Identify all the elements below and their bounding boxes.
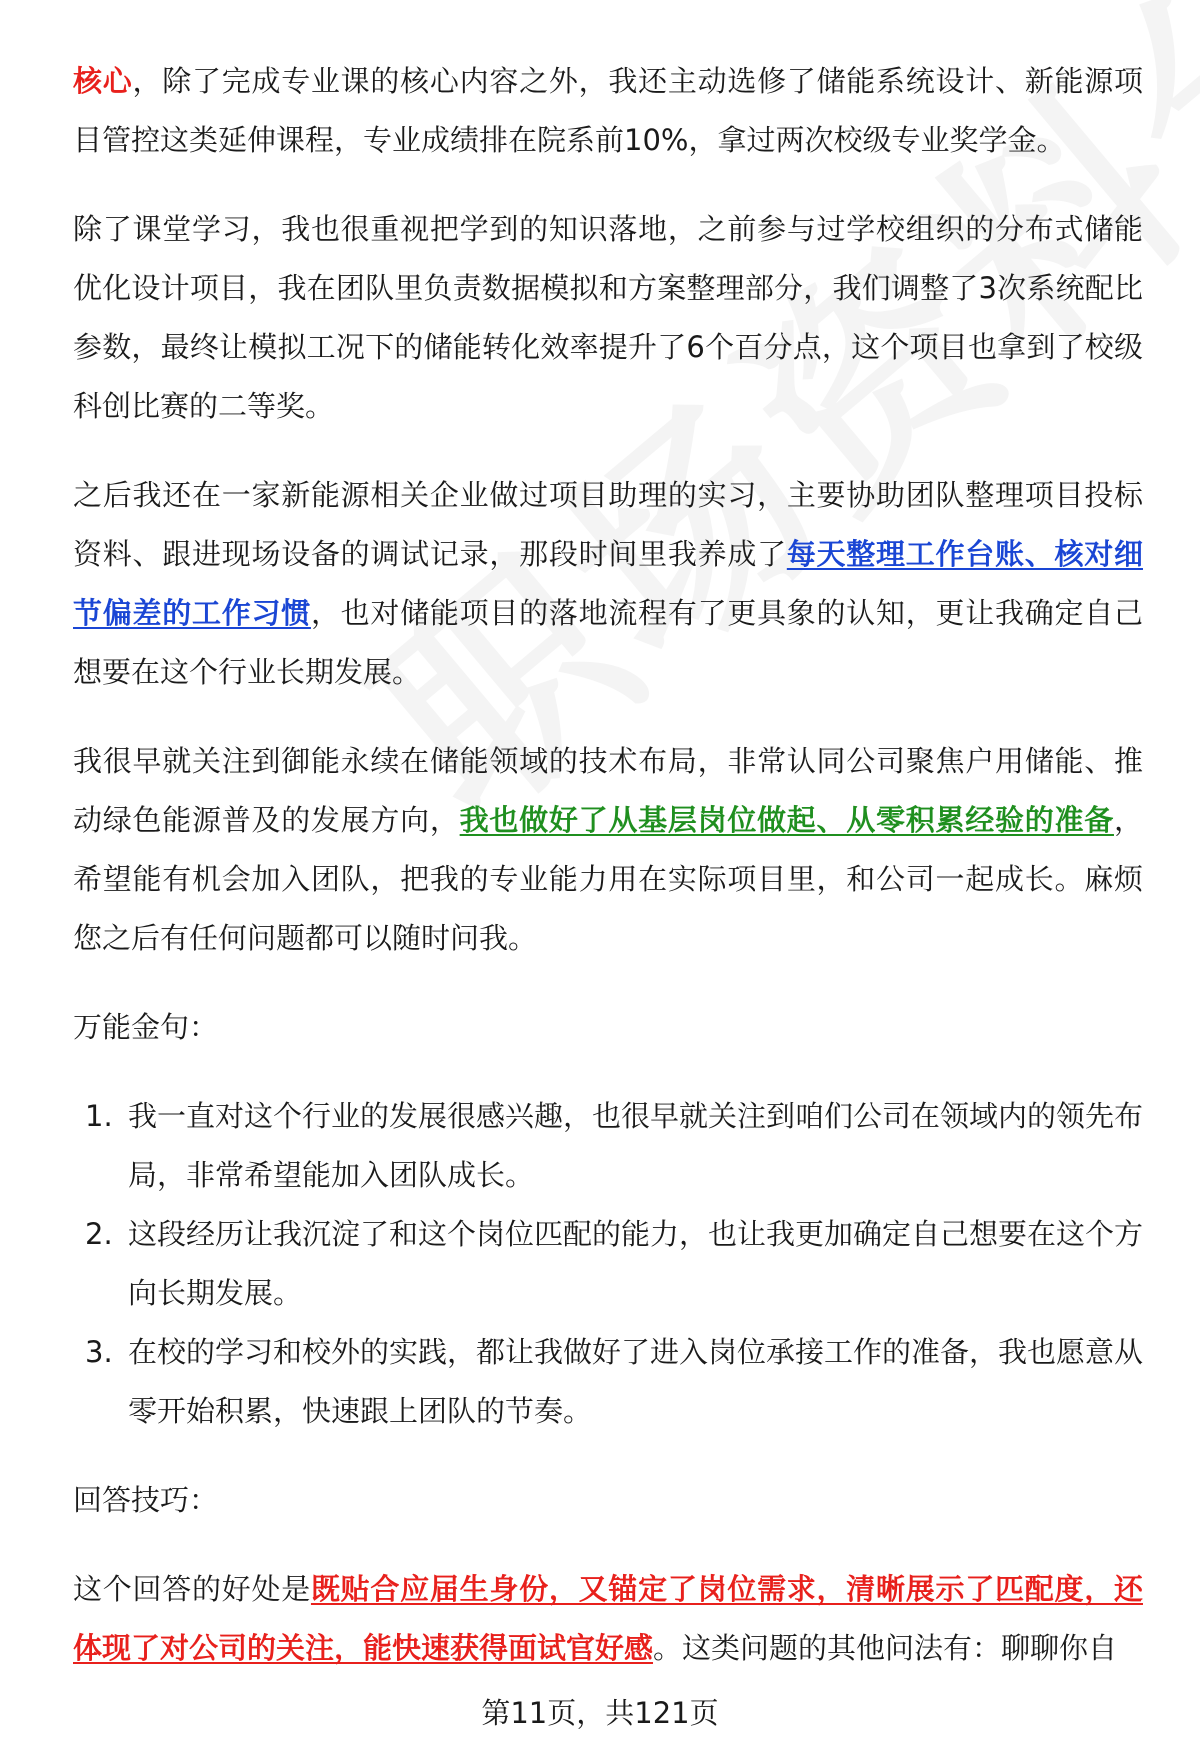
golden-sentences-list bbox=[73, 1087, 1143, 1441]
answer-tips-heading: 回答技巧： bbox=[73, 1483, 219, 1517]
paragraph-text: ，除了完成专业课的核心内容之外，我还主动选修了储能系统设计、新能源项目管控这类延伸课程，专业成绩排在院系前10%，拿过两次校级专业奖学金。 bbox=[73, 64, 1143, 157]
paragraph-text: 这个回答的好处是 bbox=[73, 1572, 311, 1606]
highlight-answer-benefit: 既贴合应届生身份，又锚定了岗位需求，清晰展示了匹配度，还体现了对公司的关注，能快速获得面试官好感 bbox=[73, 1572, 1143, 1665]
list-item-text: 这段经历让我沉淀了和这个岗位匹配的能力，也让我更加确定自己想要在这个方向长期发展。 bbox=[128, 1217, 1144, 1310]
page-number-footer: 第11页，共121页 bbox=[481, 1696, 719, 1730]
paragraph-internship bbox=[73, 466, 1143, 702]
highlight-readiness: 我也做好了从基层岗位做起、从零积累经验的准备 bbox=[459, 803, 1114, 837]
list-item-text: 我一直对这个行业的发展很感兴趣，也很早就关注到咱们公司在领域内的领先布局，非常希望能加入团队成长。 bbox=[128, 1099, 1144, 1192]
highlight-keyword: 核心 bbox=[73, 64, 133, 98]
list-item bbox=[73, 1323, 1143, 1441]
paragraph-project bbox=[73, 200, 1143, 436]
list-number: 2. bbox=[85, 1217, 113, 1251]
highlight-work-habit: 每天整理工作台账、核对细节偏差的工作习惯 bbox=[73, 537, 1143, 630]
paragraph-text: ，也对储能项目的落地流程有了更具象的认知，更让我确定自己想要在这个行业长期发展。 bbox=[73, 596, 1143, 689]
paragraph-text: 我很早就关注到御能永续在储能领域的技术布局，非常认同公司聚焦户用储能、推动绿色能源普及的发展方向， bbox=[73, 744, 1143, 837]
paragraph-text: 除了课堂学习，我也很重视把学到的知识落地，之前参与过学校组织的分布式储能优化设计项目，我在团队里负责数据模拟和方案整理部分，我们调整了3次系统配比参数，最终让模拟工况下的储能转化效率提升了6个百分点，这个项目也拿到了校级科创比赛的二等奖。 bbox=[73, 212, 1143, 423]
document-body bbox=[73, 52, 1143, 1678]
paragraph-tips bbox=[73, 1560, 1143, 1678]
list-number: 1. bbox=[85, 1099, 113, 1133]
paragraph-company-interest bbox=[73, 732, 1143, 968]
paragraph-text: ，希望能有机会加入团队，把我的专业能力用在实际项目里，和公司一起成长。麻烦您之后有任何问题都可以随时问我。 bbox=[73, 803, 1143, 955]
list-item bbox=[73, 1205, 1143, 1323]
golden-sentences-heading: 万能金句： bbox=[73, 1010, 219, 1044]
list-number: 3. bbox=[85, 1335, 113, 1369]
list-item-text: 在校的学习和校外的实践，都让我做好了进入岗位承接工作的准备，我也愿意从零开始积累，快速跟上团队的节奏。 bbox=[128, 1335, 1144, 1428]
paragraph-text: 之后我还在一家新能源相关企业做过项目助理的实习，主要协助团队整理项目投标资料、跟进现场设备的调试记录，那段时间里我养成了 bbox=[73, 478, 1143, 571]
paragraph-text: 。这类问题的其他问法有：聊聊你自 bbox=[653, 1631, 1118, 1665]
paragraph-coursework bbox=[73, 52, 1143, 170]
list-item bbox=[73, 1087, 1143, 1205]
